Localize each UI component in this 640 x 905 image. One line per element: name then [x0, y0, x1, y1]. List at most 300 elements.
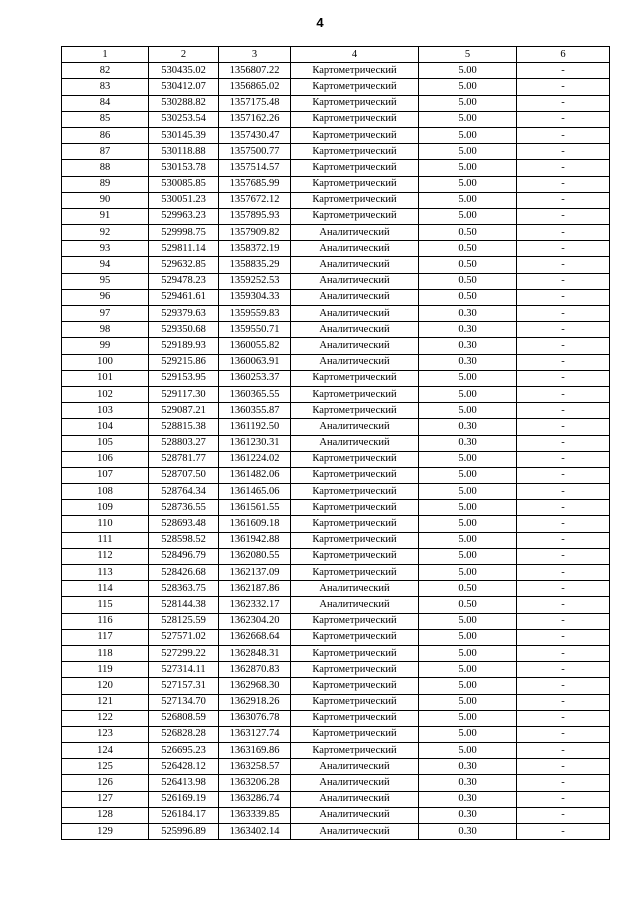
x-coordinate-cell: 528707.50	[149, 467, 219, 483]
method-cell: Картометрический	[291, 467, 419, 483]
accuracy-cell: 5.00	[419, 710, 517, 726]
method-cell: Картометрический	[291, 694, 419, 710]
note-cell: -	[517, 160, 610, 176]
accuracy-cell: 0.30	[419, 759, 517, 775]
y-coordinate-cell: 1357685.99	[219, 176, 291, 192]
note-cell: -	[517, 662, 610, 678]
point-number-cell: 106	[62, 451, 149, 467]
note-cell: -	[517, 435, 610, 451]
x-coordinate-cell: 526808.59	[149, 710, 219, 726]
y-coordinate-cell: 1357514.57	[219, 160, 291, 176]
accuracy-cell: 5.00	[419, 678, 517, 694]
method-cell: Картометрический	[291, 678, 419, 694]
point-number-cell: 120	[62, 678, 149, 694]
y-coordinate-cell: 1362848.31	[219, 645, 291, 661]
header-cell: 5	[419, 47, 517, 63]
table-row	[62, 532, 610, 548]
accuracy-cell: 5.00	[419, 629, 517, 645]
method-cell: Картометрический	[291, 565, 419, 581]
x-coordinate-cell: 528363.75	[149, 581, 219, 597]
x-coordinate-cell: 526695.23	[149, 743, 219, 759]
method-cell: Картометрический	[291, 629, 419, 645]
accuracy-cell: 5.00	[419, 192, 517, 208]
method-cell: Аналитический	[291, 225, 419, 241]
point-number-cell: 103	[62, 403, 149, 419]
point-number-cell: 82	[62, 63, 149, 79]
point-number-cell: 93	[62, 241, 149, 257]
x-coordinate-cell: 528781.77	[149, 451, 219, 467]
y-coordinate-cell: 1363169.86	[219, 743, 291, 759]
y-coordinate-cell: 1362137.09	[219, 565, 291, 581]
y-coordinate-cell: 1361482.06	[219, 467, 291, 483]
point-number-cell: 99	[62, 338, 149, 354]
note-cell: -	[517, 500, 610, 516]
y-coordinate-cell: 1363258.57	[219, 759, 291, 775]
note-cell: -	[517, 273, 610, 289]
note-cell: -	[517, 694, 610, 710]
point-number-cell: 100	[62, 354, 149, 370]
x-coordinate-cell: 529461.61	[149, 289, 219, 305]
table-row	[62, 111, 610, 127]
x-coordinate-cell: 529811.14	[149, 241, 219, 257]
method-cell: Аналитический	[291, 241, 419, 257]
note-cell: -	[517, 532, 610, 548]
note-cell: -	[517, 403, 610, 419]
accuracy-cell: 5.00	[419, 613, 517, 629]
table-row	[62, 192, 610, 208]
point-number-cell: 125	[62, 759, 149, 775]
note-cell: -	[517, 354, 610, 370]
table-row	[62, 176, 610, 192]
accuracy-cell: 0.50	[419, 273, 517, 289]
method-cell: Картометрический	[291, 403, 419, 419]
y-coordinate-cell: 1358835.29	[219, 257, 291, 273]
table-row	[62, 144, 610, 160]
y-coordinate-cell: 1361224.02	[219, 451, 291, 467]
x-coordinate-cell: 529215.86	[149, 354, 219, 370]
point-number-cell: 116	[62, 613, 149, 629]
note-cell: -	[517, 79, 610, 95]
table-header-row	[62, 47, 610, 63]
method-cell: Аналитический	[291, 289, 419, 305]
note-cell: -	[517, 370, 610, 386]
point-number-cell: 94	[62, 257, 149, 273]
y-coordinate-cell: 1357175.48	[219, 95, 291, 111]
accuracy-cell: 5.00	[419, 532, 517, 548]
method-cell: Картометрический	[291, 111, 419, 127]
note-cell: -	[517, 516, 610, 532]
x-coordinate-cell: 530085.85	[149, 176, 219, 192]
point-number-cell: 109	[62, 500, 149, 516]
x-coordinate-cell: 529998.75	[149, 225, 219, 241]
y-coordinate-cell: 1361942.88	[219, 532, 291, 548]
x-coordinate-cell: 527314.11	[149, 662, 219, 678]
x-coordinate-cell: 529379.63	[149, 306, 219, 322]
accuracy-cell: 5.00	[419, 694, 517, 710]
method-cell: Картометрический	[291, 127, 419, 143]
table-row	[62, 743, 610, 759]
x-coordinate-cell: 528496.79	[149, 548, 219, 564]
accuracy-cell: 5.00	[419, 467, 517, 483]
method-cell: Картометрический	[291, 710, 419, 726]
accuracy-cell: 0.30	[419, 338, 517, 354]
note-cell: -	[517, 338, 610, 354]
note-cell: -	[517, 548, 610, 564]
x-coordinate-cell: 530412.07	[149, 79, 219, 95]
point-number-cell: 115	[62, 597, 149, 613]
method-cell: Картометрический	[291, 662, 419, 678]
y-coordinate-cell: 1359304.33	[219, 289, 291, 305]
point-number-cell: 129	[62, 824, 149, 840]
x-coordinate-cell: 530118.88	[149, 144, 219, 160]
table-row	[62, 467, 610, 483]
table-row	[62, 710, 610, 726]
point-number-cell: 107	[62, 467, 149, 483]
table-row	[62, 678, 610, 694]
note-cell: -	[517, 192, 610, 208]
point-number-cell: 110	[62, 516, 149, 532]
point-number-cell: 105	[62, 435, 149, 451]
accuracy-cell: 0.50	[419, 257, 517, 273]
accuracy-cell: 5.00	[419, 208, 517, 224]
x-coordinate-cell: 528125.59	[149, 613, 219, 629]
point-number-cell: 127	[62, 791, 149, 807]
table-row	[62, 95, 610, 111]
coordinates-table	[61, 46, 610, 840]
method-cell: Картометрический	[291, 532, 419, 548]
y-coordinate-cell: 1360063.91	[219, 354, 291, 370]
y-coordinate-cell: 1362870.83	[219, 662, 291, 678]
y-coordinate-cell: 1362187.86	[219, 581, 291, 597]
table-row	[62, 273, 610, 289]
table-row	[62, 225, 610, 241]
accuracy-cell: 0.30	[419, 354, 517, 370]
table-row	[62, 160, 610, 176]
table-row	[62, 370, 610, 386]
table-row	[62, 645, 610, 661]
x-coordinate-cell: 527571.02	[149, 629, 219, 645]
note-cell: -	[517, 645, 610, 661]
point-number-cell: 124	[62, 743, 149, 759]
method-cell: Картометрический	[291, 63, 419, 79]
accuracy-cell: 5.00	[419, 516, 517, 532]
accuracy-cell: 5.00	[419, 386, 517, 402]
note-cell: -	[517, 824, 610, 840]
method-cell: Аналитический	[291, 419, 419, 435]
point-number-cell: 113	[62, 565, 149, 581]
page-number: 4	[316, 15, 324, 30]
accuracy-cell: 0.50	[419, 581, 517, 597]
point-number-cell: 128	[62, 807, 149, 823]
accuracy-cell: 0.30	[419, 807, 517, 823]
point-number-cell: 97	[62, 306, 149, 322]
y-coordinate-cell: 1359559.83	[219, 306, 291, 322]
x-coordinate-cell: 528426.68	[149, 565, 219, 581]
table-row	[62, 241, 610, 257]
method-cell: Аналитический	[291, 338, 419, 354]
x-coordinate-cell: 528764.34	[149, 484, 219, 500]
table-row	[62, 484, 610, 500]
point-number-cell: 118	[62, 645, 149, 661]
point-number-cell: 114	[62, 581, 149, 597]
method-cell: Картометрический	[291, 451, 419, 467]
y-coordinate-cell: 1357500.77	[219, 144, 291, 160]
y-coordinate-cell: 1360365.55	[219, 386, 291, 402]
table-row	[62, 759, 610, 775]
table-row	[62, 629, 610, 645]
x-coordinate-cell: 526184.17	[149, 807, 219, 823]
method-cell: Аналитический	[291, 791, 419, 807]
note-cell: -	[517, 95, 610, 111]
point-number-cell: 95	[62, 273, 149, 289]
point-number-cell: 90	[62, 192, 149, 208]
table-row	[62, 775, 610, 791]
point-number-cell: 86	[62, 127, 149, 143]
point-number-cell: 96	[62, 289, 149, 305]
y-coordinate-cell: 1357430.47	[219, 127, 291, 143]
accuracy-cell: 5.00	[419, 176, 517, 192]
table-row	[62, 824, 610, 840]
y-coordinate-cell: 1362918.26	[219, 694, 291, 710]
point-number-cell: 83	[62, 79, 149, 95]
method-cell: Аналитический	[291, 322, 419, 338]
method-cell: Аналитический	[291, 775, 419, 791]
y-coordinate-cell: 1361561.55	[219, 500, 291, 516]
x-coordinate-cell: 529632.85	[149, 257, 219, 273]
method-cell: Картометрический	[291, 79, 419, 95]
accuracy-cell: 0.30	[419, 322, 517, 338]
y-coordinate-cell: 1363206.28	[219, 775, 291, 791]
table-row	[62, 435, 610, 451]
accuracy-cell: 5.00	[419, 451, 517, 467]
note-cell: -	[517, 597, 610, 613]
note-cell: -	[517, 613, 610, 629]
header-cell: 2	[149, 47, 219, 63]
y-coordinate-cell: 1363402.14	[219, 824, 291, 840]
point-number-cell: 85	[62, 111, 149, 127]
method-cell: Картометрический	[291, 192, 419, 208]
table-row	[62, 726, 610, 742]
y-coordinate-cell: 1359550.71	[219, 322, 291, 338]
x-coordinate-cell: 528803.27	[149, 435, 219, 451]
y-coordinate-cell: 1361609.18	[219, 516, 291, 532]
x-coordinate-cell: 530051.23	[149, 192, 219, 208]
note-cell: -	[517, 775, 610, 791]
note-cell: -	[517, 241, 610, 257]
method-cell: Аналитический	[291, 273, 419, 289]
table-row	[62, 565, 610, 581]
y-coordinate-cell: 1363127.74	[219, 726, 291, 742]
point-number-cell: 112	[62, 548, 149, 564]
table-row	[62, 662, 610, 678]
y-coordinate-cell: 1363339.85	[219, 807, 291, 823]
point-number-cell: 122	[62, 710, 149, 726]
method-cell: Картометрический	[291, 95, 419, 111]
note-cell: -	[517, 743, 610, 759]
point-number-cell: 126	[62, 775, 149, 791]
table-row	[62, 322, 610, 338]
accuracy-cell: 5.00	[419, 79, 517, 95]
point-number-cell: 91	[62, 208, 149, 224]
note-cell: -	[517, 759, 610, 775]
x-coordinate-cell: 529117.30	[149, 386, 219, 402]
accuracy-cell: 0.30	[419, 306, 517, 322]
note-cell: -	[517, 144, 610, 160]
note-cell: -	[517, 176, 610, 192]
note-cell: -	[517, 581, 610, 597]
x-coordinate-cell: 529153.95	[149, 370, 219, 386]
note-cell: -	[517, 386, 610, 402]
note-cell: -	[517, 225, 610, 241]
note-cell: -	[517, 127, 610, 143]
y-coordinate-cell: 1361192.50	[219, 419, 291, 435]
table-row	[62, 451, 610, 467]
y-coordinate-cell: 1363076.78	[219, 710, 291, 726]
x-coordinate-cell: 529350.68	[149, 322, 219, 338]
accuracy-cell: 5.00	[419, 95, 517, 111]
method-cell: Аналитический	[291, 354, 419, 370]
note-cell: -	[517, 208, 610, 224]
y-coordinate-cell: 1360055.82	[219, 338, 291, 354]
y-coordinate-cell: 1357909.82	[219, 225, 291, 241]
x-coordinate-cell: 526169.19	[149, 791, 219, 807]
y-coordinate-cell: 1356865.02	[219, 79, 291, 95]
x-coordinate-cell: 527157.31	[149, 678, 219, 694]
note-cell: -	[517, 710, 610, 726]
table-row	[62, 338, 610, 354]
accuracy-cell: 5.00	[419, 111, 517, 127]
accuracy-cell: 0.30	[419, 791, 517, 807]
note-cell: -	[517, 807, 610, 823]
method-cell: Картометрический	[291, 160, 419, 176]
accuracy-cell: 0.30	[419, 435, 517, 451]
header-cell: 1	[62, 47, 149, 63]
note-cell: -	[517, 629, 610, 645]
method-cell: Аналитический	[291, 581, 419, 597]
x-coordinate-cell: 529478.23	[149, 273, 219, 289]
note-cell: -	[517, 565, 610, 581]
method-cell: Картометрический	[291, 500, 419, 516]
accuracy-cell: 0.30	[419, 419, 517, 435]
method-cell: Картометрический	[291, 516, 419, 532]
x-coordinate-cell: 530435.02	[149, 63, 219, 79]
table-row	[62, 403, 610, 419]
y-coordinate-cell: 1361465.06	[219, 484, 291, 500]
method-cell: Картометрический	[291, 548, 419, 564]
y-coordinate-cell: 1363286.74	[219, 791, 291, 807]
table-row	[62, 597, 610, 613]
note-cell: -	[517, 322, 610, 338]
y-coordinate-cell: 1357162.26	[219, 111, 291, 127]
x-coordinate-cell: 528815.38	[149, 419, 219, 435]
x-coordinate-cell: 527299.22	[149, 645, 219, 661]
y-coordinate-cell: 1359252.53	[219, 273, 291, 289]
method-cell: Картометрический	[291, 386, 419, 402]
method-cell: Картометрический	[291, 645, 419, 661]
method-cell: Аналитический	[291, 807, 419, 823]
accuracy-cell: 5.00	[419, 548, 517, 564]
point-number-cell: 89	[62, 176, 149, 192]
table-row	[62, 354, 610, 370]
point-number-cell: 87	[62, 144, 149, 160]
note-cell: -	[517, 306, 610, 322]
accuracy-cell: 0.50	[419, 241, 517, 257]
note-cell: -	[517, 289, 610, 305]
x-coordinate-cell: 527134.70	[149, 694, 219, 710]
accuracy-cell: 0.50	[419, 597, 517, 613]
note-cell: -	[517, 791, 610, 807]
accuracy-cell: 0.50	[419, 225, 517, 241]
x-coordinate-cell: 528693.48	[149, 516, 219, 532]
note-cell: -	[517, 678, 610, 694]
table-row	[62, 613, 610, 629]
x-coordinate-cell: 530145.39	[149, 127, 219, 143]
accuracy-cell: 5.00	[419, 370, 517, 386]
y-coordinate-cell: 1357895.93	[219, 208, 291, 224]
x-coordinate-cell: 528736.55	[149, 500, 219, 516]
accuracy-cell: 0.30	[419, 824, 517, 840]
table-row	[62, 257, 610, 273]
table-row	[62, 516, 610, 532]
table-row	[62, 289, 610, 305]
method-cell: Картометрический	[291, 370, 419, 386]
x-coordinate-cell: 526413.98	[149, 775, 219, 791]
method-cell: Аналитический	[291, 306, 419, 322]
method-cell: Картометрический	[291, 743, 419, 759]
x-coordinate-cell: 529087.21	[149, 403, 219, 419]
x-coordinate-cell: 529189.93	[149, 338, 219, 354]
point-number-cell: 101	[62, 370, 149, 386]
method-cell: Аналитический	[291, 759, 419, 775]
point-number-cell: 108	[62, 484, 149, 500]
point-number-cell: 102	[62, 386, 149, 402]
header-cell: 3	[219, 47, 291, 63]
table-row	[62, 306, 610, 322]
header-cell: 6	[517, 47, 610, 63]
y-coordinate-cell: 1361230.31	[219, 435, 291, 451]
x-coordinate-cell: 525996.89	[149, 824, 219, 840]
accuracy-cell: 5.00	[419, 662, 517, 678]
method-cell: Картометрический	[291, 176, 419, 192]
table-row	[62, 581, 610, 597]
y-coordinate-cell: 1362080.55	[219, 548, 291, 564]
accuracy-cell: 5.00	[419, 726, 517, 742]
table-row	[62, 791, 610, 807]
note-cell: -	[517, 467, 610, 483]
method-cell: Картометрический	[291, 726, 419, 742]
accuracy-cell: 5.00	[419, 127, 517, 143]
x-coordinate-cell: 526828.28	[149, 726, 219, 742]
method-cell: Картометрический	[291, 484, 419, 500]
accuracy-cell: 5.00	[419, 500, 517, 516]
table-row	[62, 500, 610, 516]
point-number-cell: 84	[62, 95, 149, 111]
note-cell: -	[517, 451, 610, 467]
note-cell: -	[517, 63, 610, 79]
x-coordinate-cell: 526428.12	[149, 759, 219, 775]
accuracy-cell: 5.00	[419, 645, 517, 661]
x-coordinate-cell: 530253.54	[149, 111, 219, 127]
point-number-cell: 92	[62, 225, 149, 241]
table-row	[62, 548, 610, 564]
method-cell: Картометрический	[291, 613, 419, 629]
accuracy-cell: 0.30	[419, 775, 517, 791]
point-number-cell: 119	[62, 662, 149, 678]
method-cell: Аналитический	[291, 435, 419, 451]
method-cell: Картометрический	[291, 144, 419, 160]
header-cell: 4	[291, 47, 419, 63]
y-coordinate-cell: 1357672.12	[219, 192, 291, 208]
